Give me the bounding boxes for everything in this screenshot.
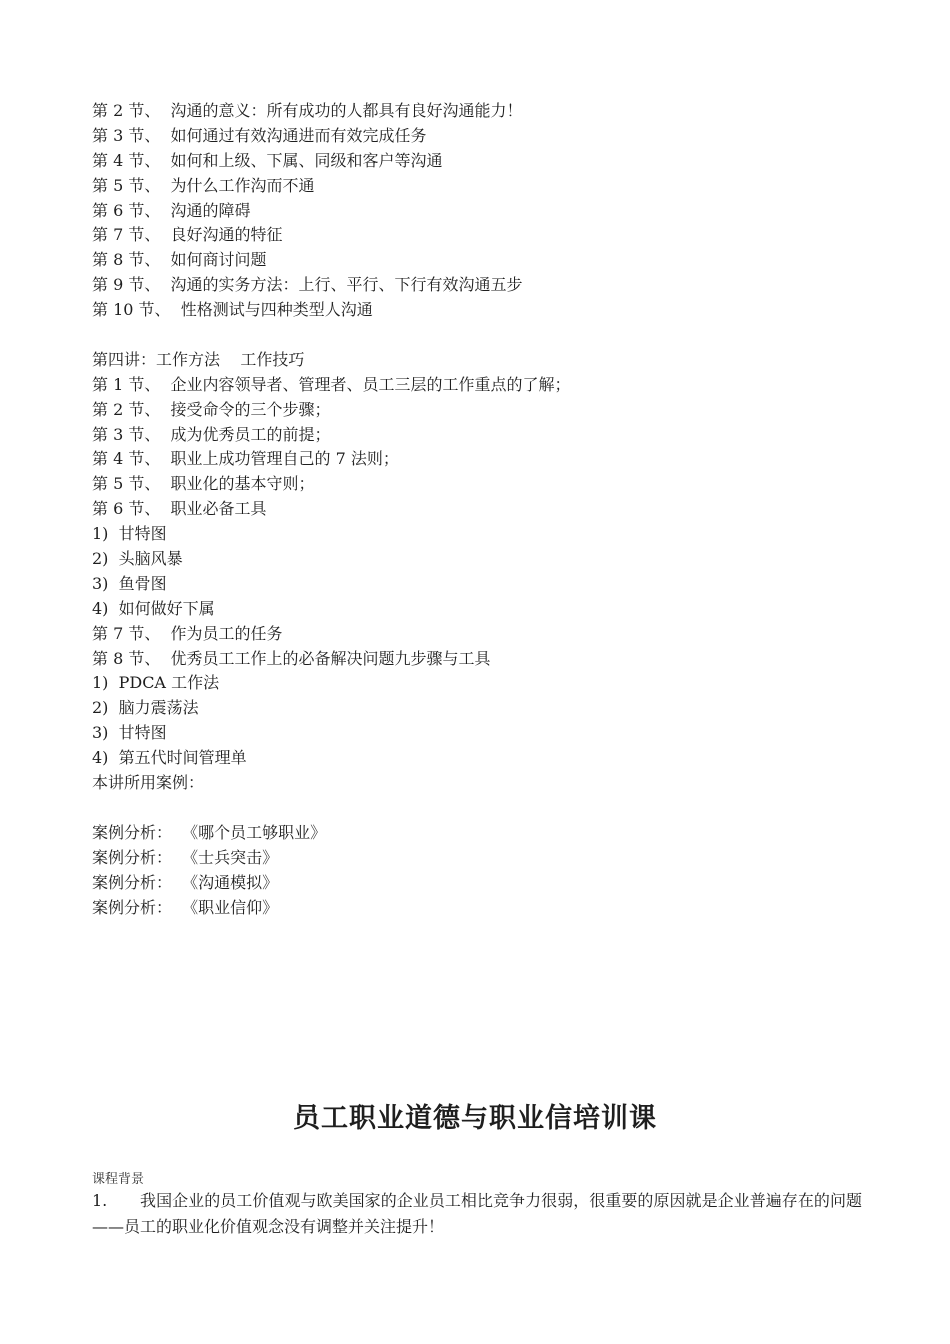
outline-line: 第 9 节、 沟通的实务方法：上行、平行、下行有效沟通五步 — [92, 275, 523, 295]
outline-line: 第 7 节、 作为员工的任务 — [92, 623, 283, 643]
outline-line: 3) 甘特图 — [92, 723, 167, 743]
outline-line: 第 8 节、 优秀员工工作上的必备解决问题九步骤与工具 — [92, 648, 491, 668]
outline-line: 第 2 节、 沟通的意义：所有成功的人都具有良好沟通能力！ — [92, 101, 523, 120]
outline-line: 第 4 节、 职业上成功管理自己的 7 法则； — [92, 449, 399, 469]
paragraph-text: 我国企业的员工价值观与欧美国家的企业员工相比竞争力很弱，很重要的原因就是企业普遍存在的问题——员工的职业化价值观念没有调整并关注提升！ — [92, 1191, 862, 1236]
outline-line: 1) 甘特图 — [92, 524, 167, 544]
outline-line: 2) 脑力震荡法 — [92, 698, 199, 718]
document-title: 员工职业道德与职业信培训课 — [293, 1103, 657, 1134]
outline-line: 第四讲：工作方法 工作技巧 — [92, 349, 305, 369]
outline-line: 第 4 节、 如何和上级、下属、同级和客户等沟通 — [92, 150, 443, 170]
blank-line — [92, 323, 872, 348]
outline-line: 案例分析： 《职业信仰》 — [92, 897, 279, 917]
paragraph-number: 1. — [92, 1191, 108, 1210]
outline-line: 4) 第五代时间管理单 — [92, 748, 247, 768]
outline-line: 第 8 节、 如何商讨问题 — [92, 250, 267, 270]
background-paragraph — [92, 1188, 862, 1240]
outline-line: 第 6 节、 职业必备工具 — [92, 499, 267, 519]
outline-line: 第 2 节、 接受命令的三个步骤； — [92, 399, 331, 419]
outline-line: 第 3 节、 成为优秀员工的前提； — [92, 424, 331, 444]
outline-line: 第 3 节、 如何通过有效沟通进而有效完成任务 — [92, 125, 427, 145]
outline-line: 案例分析： 《哪个员工够职业》 — [92, 822, 327, 842]
outline-line: 第 1 节、 企业内容领导者、管理者、员工三层的工作重点的了解； — [92, 374, 571, 394]
outline-line: 本讲所用案例： — [92, 773, 205, 793]
outline-line: 4) 如何做好下属 — [92, 598, 215, 618]
outline-line: 第 10 节、 性格测试与四种类型人沟通 — [92, 300, 373, 320]
course-outline — [92, 99, 872, 920]
section-label-background: 课程背景 — [92, 1172, 145, 1187]
blank-line — [92, 796, 872, 821]
outline-line: 第 7 节、 良好沟通的特征 — [92, 225, 283, 245]
outline-line: 案例分析： 《沟通模拟》 — [92, 872, 279, 892]
outline-line: 第 5 节、 职业化的基本守则； — [92, 474, 315, 494]
outline-line: 2) 头脑风暴 — [92, 549, 183, 569]
outline-line: 3) 鱼骨图 — [92, 573, 167, 593]
outline-line: 1) PDCA 工作法 — [92, 673, 220, 693]
outline-line: 第 6 节、 沟通的障碍 — [92, 200, 251, 220]
outline-line: 案例分析： 《士兵突击》 — [92, 847, 279, 867]
outline-line: 第 5 节、 为什么工作沟而不通 — [92, 175, 315, 195]
